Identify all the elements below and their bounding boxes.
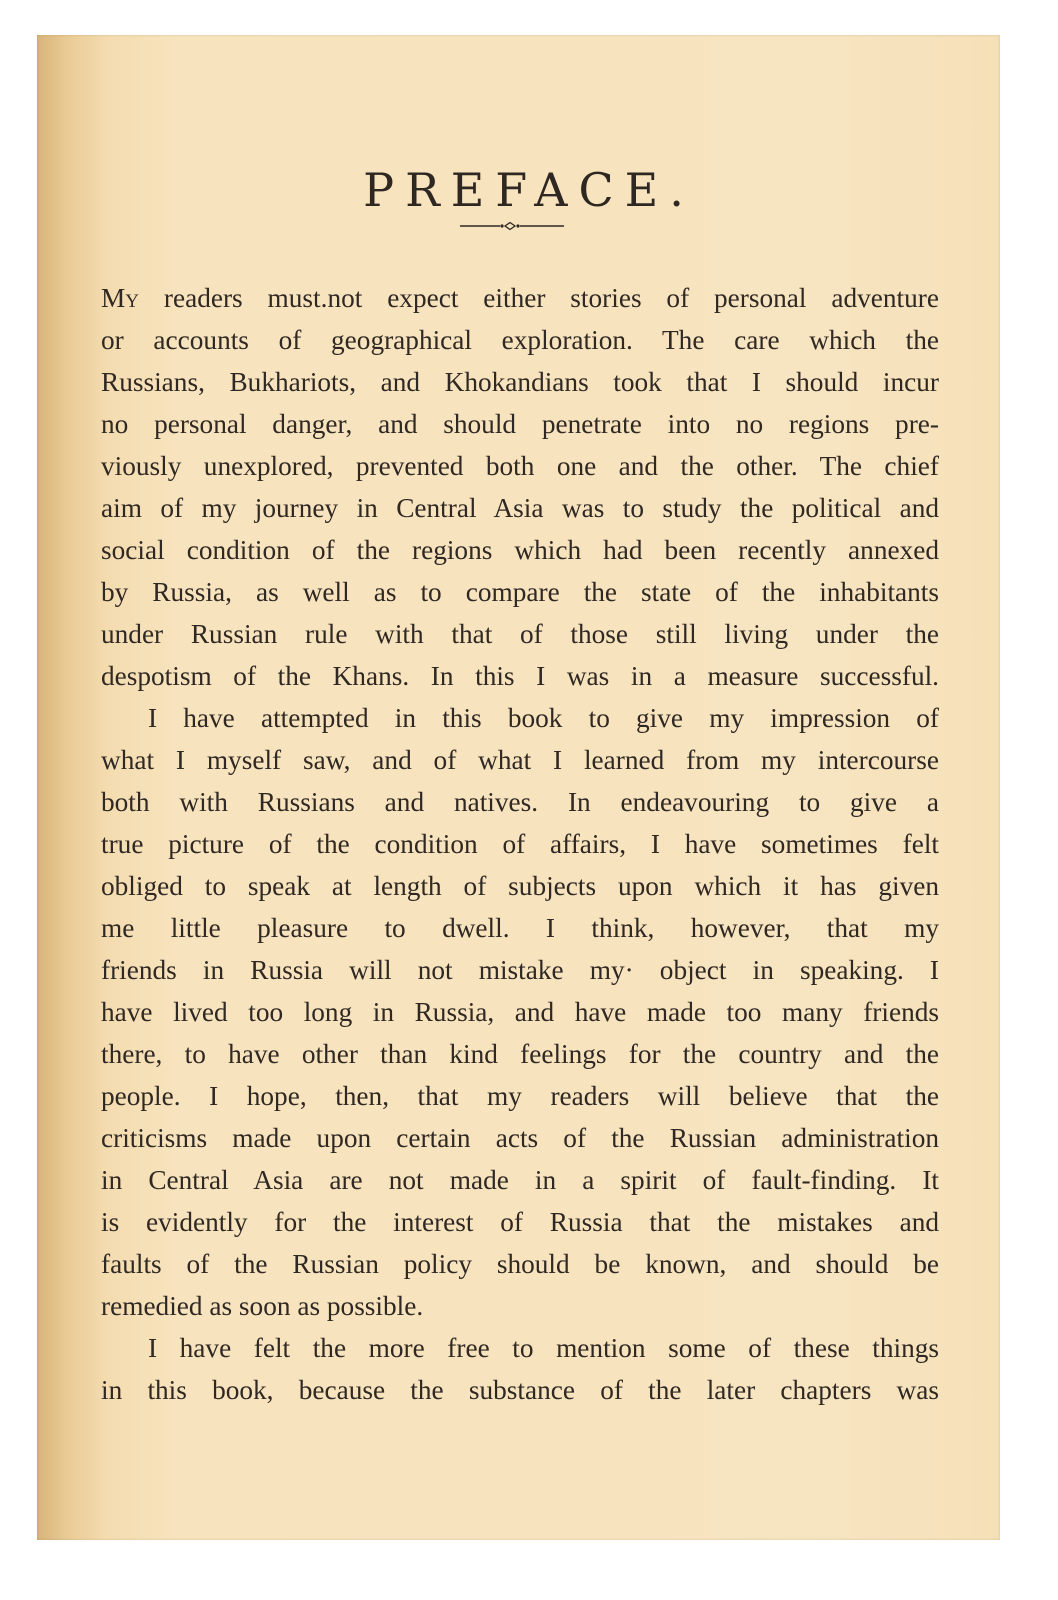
text-line: me little pleasure to dwell. I think, however, that my xyxy=(101,913,939,943)
text-line: faults of the Russian policy should be known, and should be xyxy=(101,1249,939,1279)
text-line: have lived too long in Russia, and have made too many friends xyxy=(101,997,939,1027)
text-line: I have attempted in this book to give my impression of xyxy=(148,703,939,733)
text-line: I have felt the more free to mention some of these things xyxy=(148,1333,939,1363)
text-line: in this book, because the substance of the later chapters was xyxy=(101,1375,939,1405)
text-line xyxy=(101,277,939,319)
text-line: in Central Asia are not made in a spirit of fault-finding. It xyxy=(101,1165,939,1195)
text-line: viously unexplored, prevented both one and the other. The chief xyxy=(101,451,939,481)
text-line: no personal danger, and should penetrate into no regions pre- xyxy=(101,409,939,439)
text-line: there, to have other than kind feelings for the country and the xyxy=(101,1039,939,1069)
text-line: remedied as soon as possible. xyxy=(101,1291,424,1321)
text-line: criticisms made upon certain acts of the Russian administration xyxy=(101,1123,939,1153)
text-line: both with Russians and natives. In endeavouring to give a xyxy=(101,787,939,817)
line-text: readers must.not expect either stories of personal adventure xyxy=(139,283,939,313)
text-line: obliged to speak at length of subjects upon which it has given xyxy=(101,871,939,901)
text-line: by Russia, as well as to compare the state of the inhabitants xyxy=(101,577,939,607)
text-line: is evidently for the interest of Russia that the mistakes and xyxy=(101,1207,939,1237)
text-line: despotism of the Khans. In this I was in a measure successful. xyxy=(101,661,939,691)
text-line: people. I hope, then, that my readers will believe that the xyxy=(101,1081,939,1111)
text-line: or accounts of geographical exploration. The care which the xyxy=(101,325,939,355)
text-line: social condition of the regions which had been recently annexed xyxy=(101,535,939,565)
drop-word: My xyxy=(101,283,139,313)
text-line: what I myself saw, and of what I learned from my intercourse xyxy=(101,745,939,775)
text-line: Russians, Bukhariots, and Khokandians took that I should incur xyxy=(101,367,939,397)
page-title: PREFACE. xyxy=(363,162,695,217)
text-line: under Russian rule with that of those still living under the xyxy=(101,619,939,649)
preface-body xyxy=(101,277,939,1411)
text-line: true picture of the condition of affairs, I have sometimes felt xyxy=(101,829,939,859)
text-line: friends in Russia will not mistake my· object in speaking. I xyxy=(101,955,939,985)
decorative-rule-ornament xyxy=(460,219,564,233)
text-line: aim of my journey in Central Asia was to study the political and xyxy=(101,493,939,523)
